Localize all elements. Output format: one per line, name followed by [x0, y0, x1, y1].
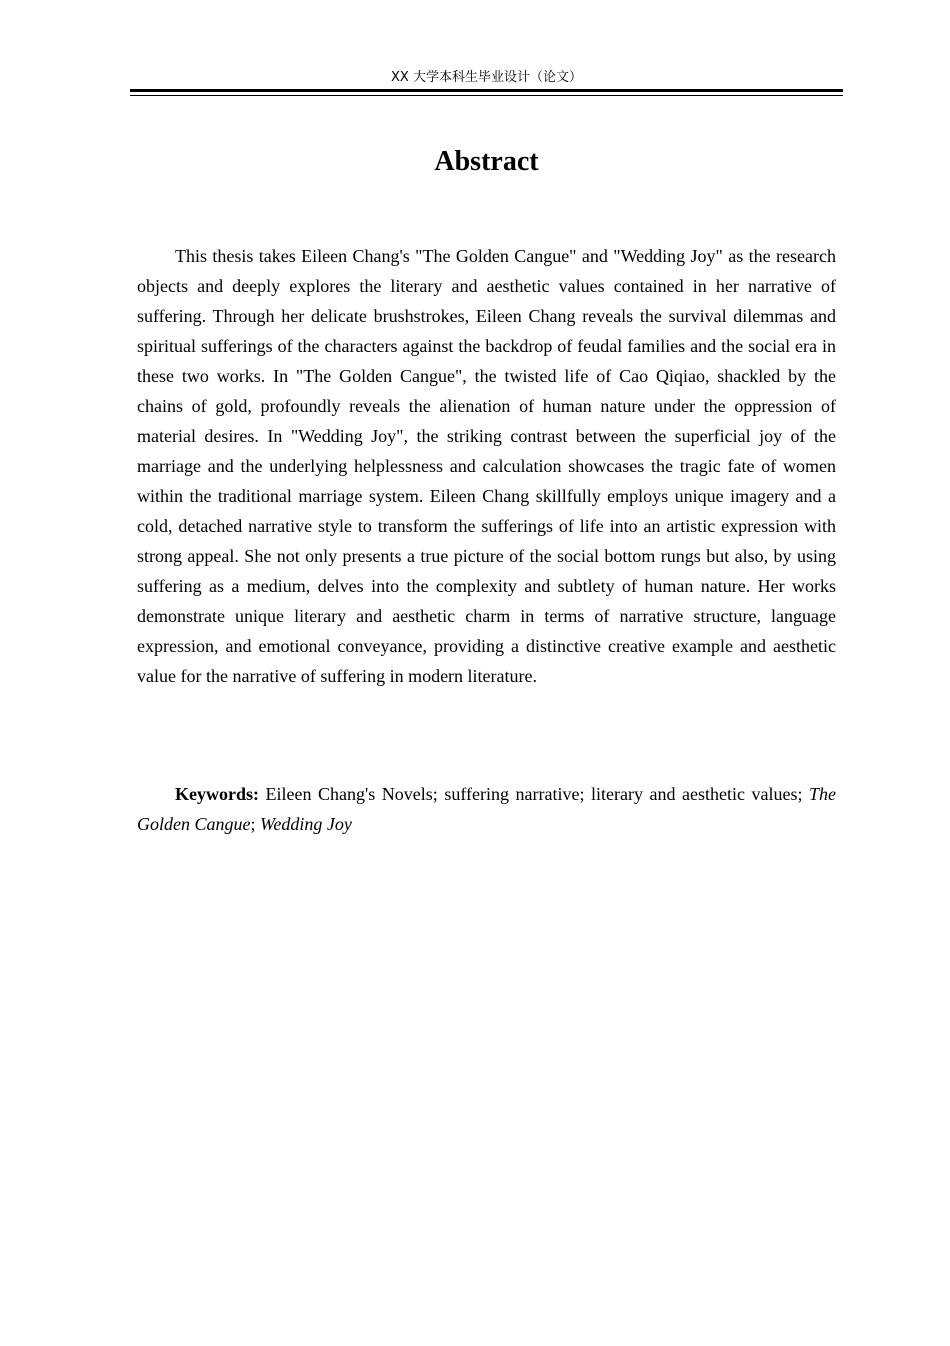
abstract-paragraph: This thesis takes Eileen Chang's "The Golden Cangue" and "Wedding Joy" as the research objects and deeply explores the literary and aesthetic values contained in her narrative of suffering. Through her delicate brushstrokes, Eileen Chang reveals the survival dilemmas and spiritual sufferings of the characters against the backdrop of feudal families and the social era in these two works. In "The Golden Cangue", the twisted life of Cao Qiqiao, shackled by the chains of gold, profoundly reveals the alienation of human nature under the oppression of material desires. In "Wedding Joy", the striking contrast between the superficial joy of the marriage and the underlying helplessness and calculation showcases the tragic fate of women within the traditional marriage system. Eileen Chang skillfully employs unique imagery and a cold, detached narrative style to transform the sufferings of life into an artistic expression with strong appeal. She not only presents a true picture of the social bottom rungs but also, by using suffering as a medium, delves into the complexity and subtlety of human nature. Her works demonstrate unique literary and aesthetic charm in terms of narrative structure, language expression, and emotional conveyance, providing a distinctive creative example and aesthetic value for the narrative of suffering in modern literature.	[137, 246, 836, 686]
keywords-plain: Eileen Chang's Novels; suffering narrative; literary and aesthetic values;	[259, 784, 809, 804]
running-header: XX 大学本科生毕业设计（论文）	[391, 70, 582, 85]
header-rule-thin	[130, 95, 843, 96]
page-title: Abstract	[434, 146, 539, 177]
keyword-wedding-joy: Wedding Joy	[260, 814, 352, 834]
keywords-paragraph	[137, 779, 836, 839]
keyword-golden-cangue: The Golden Cangue	[137, 784, 836, 834]
header-rule-thick	[130, 89, 843, 92]
keywords-separator: ;	[250, 814, 260, 834]
keywords-label: Keywords:	[175, 784, 259, 804]
